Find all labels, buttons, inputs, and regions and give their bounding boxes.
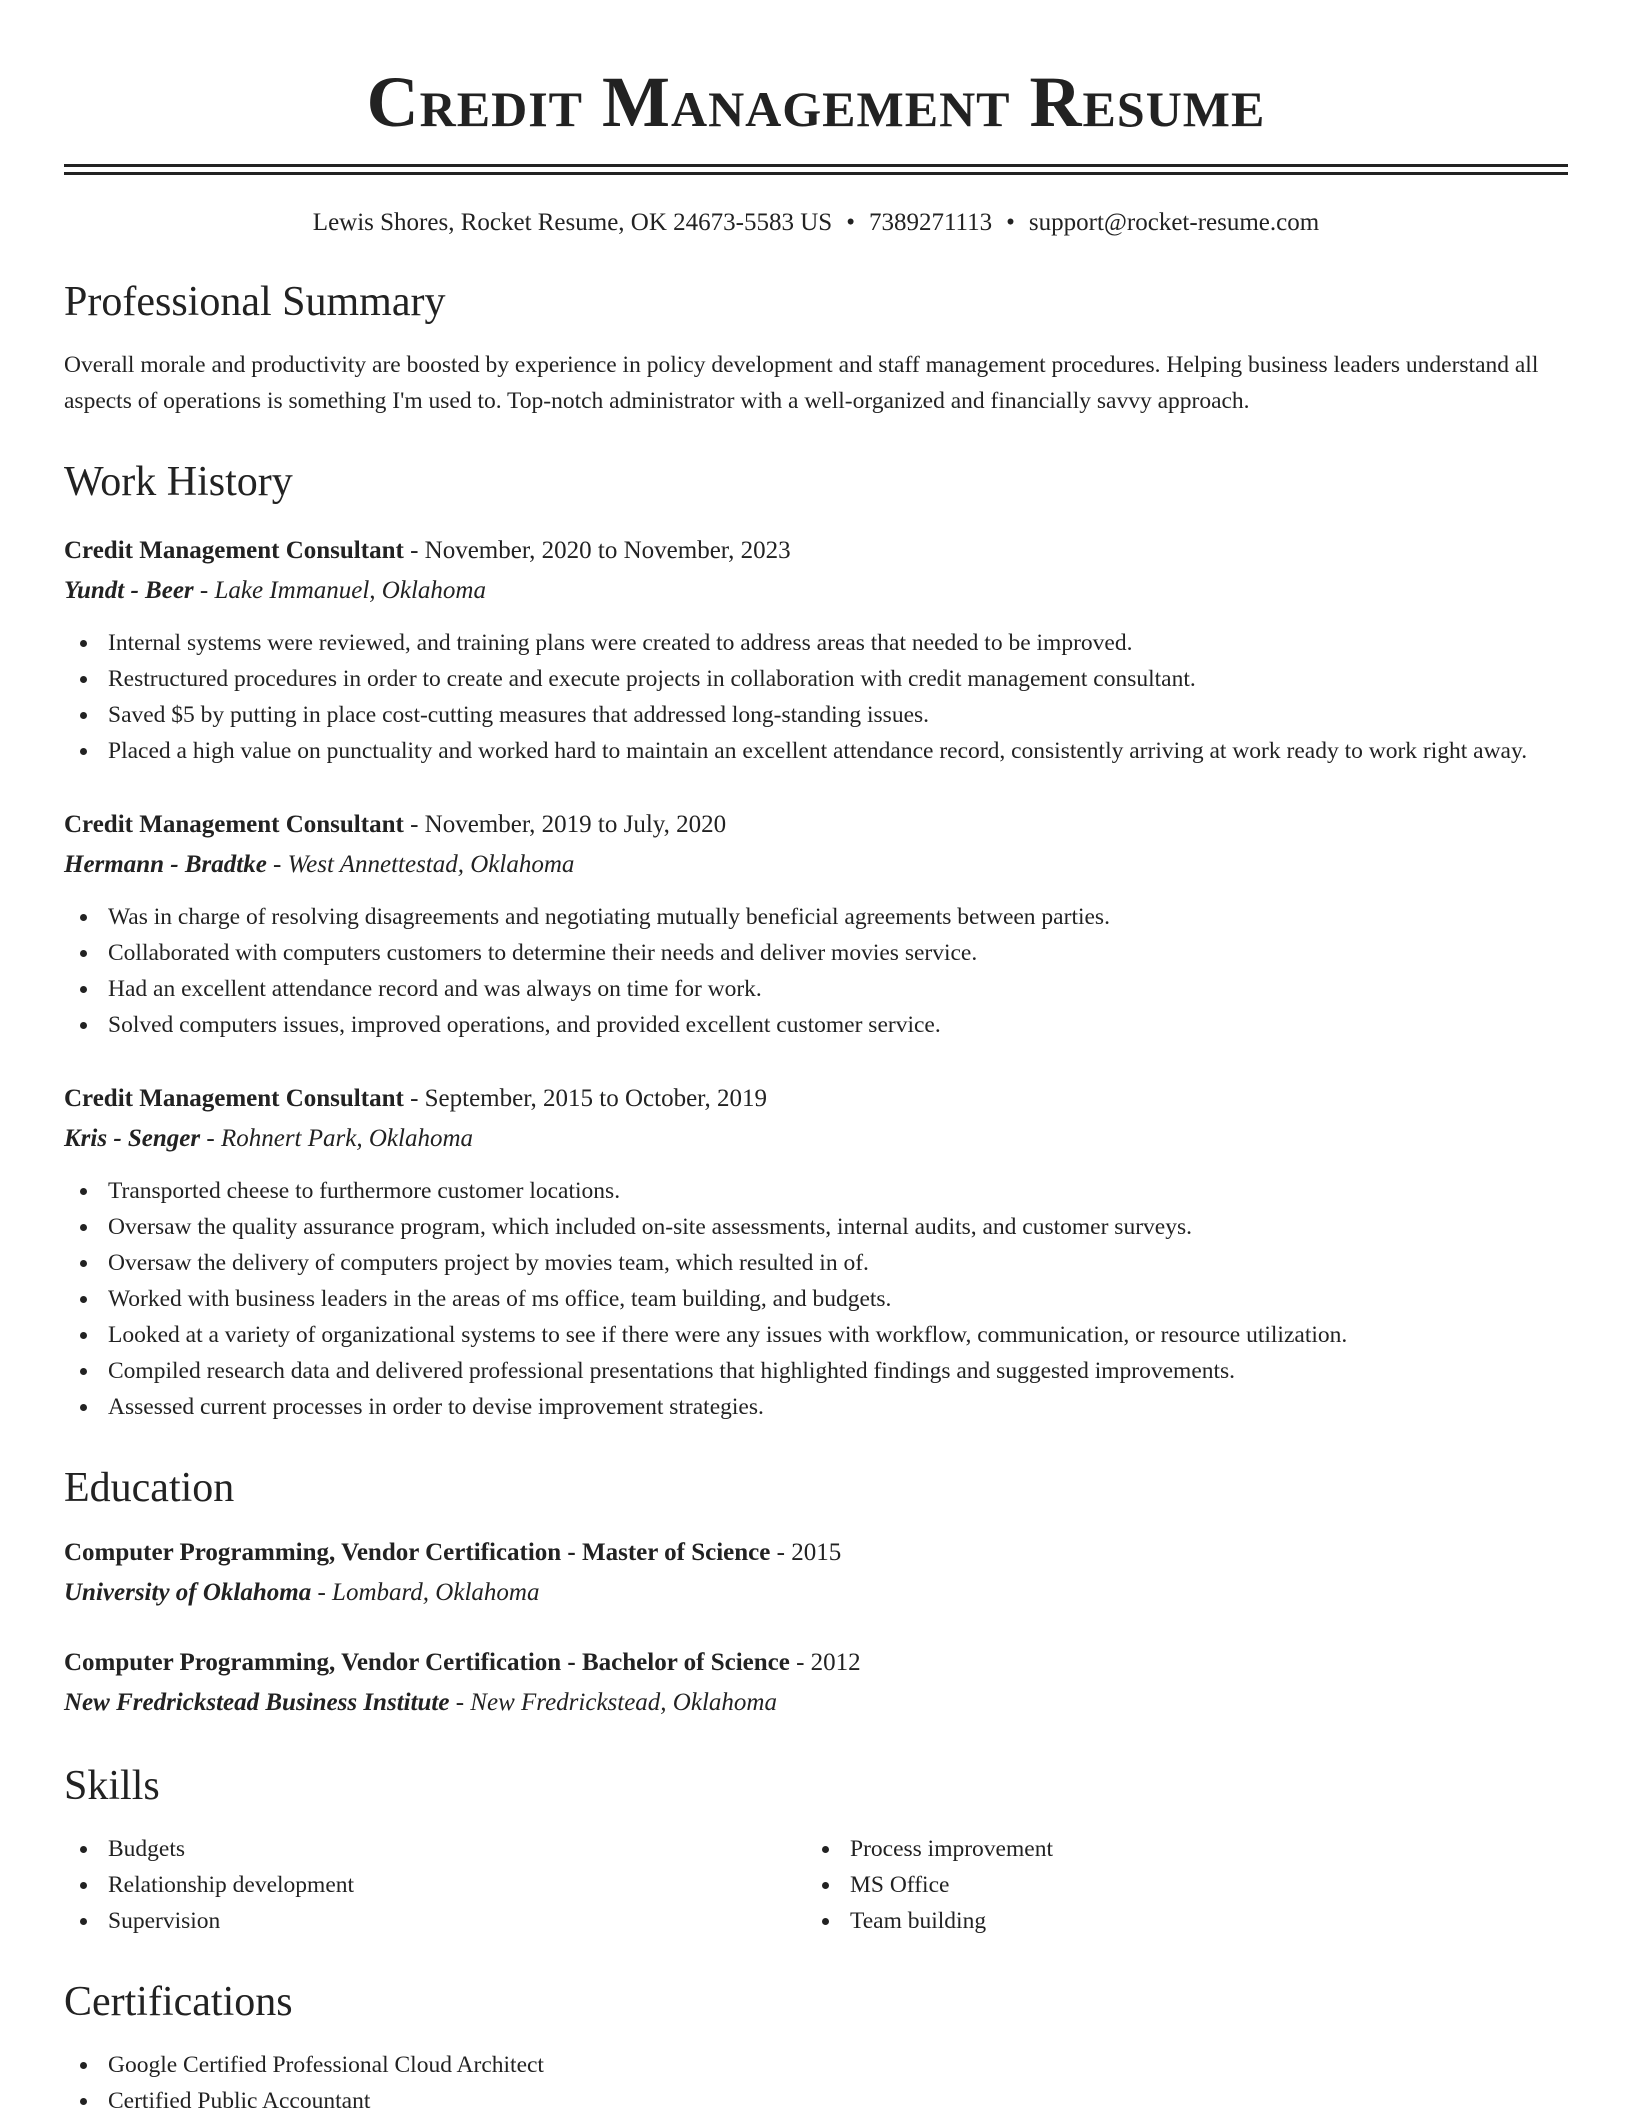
- skill-item: Budgets: [64, 1831, 806, 1867]
- school-location: - New Fredrickstead, Oklahoma: [449, 1689, 777, 1716]
- contact-email: support@rocket-resume.com: [1028, 209, 1320, 236]
- list-item: Collaborated with computers customers to determine their needs and deliver movies service.: [64, 935, 1568, 971]
- job-title: Credit Management Consultant: [64, 537, 404, 564]
- list-item: Restructured procedures in order to create and execute projects in collaboration with credit management consultant.: [64, 661, 1568, 697]
- summary-section: [64, 277, 1568, 419]
- job-title: Credit Management Consultant: [64, 1085, 404, 1112]
- list-item: Oversaw the delivery of computers project by movies team, which resulted in of.: [64, 1245, 1568, 1281]
- certifications-section: [64, 1977, 1568, 2119]
- contact-separator: •: [1006, 209, 1015, 236]
- job-dates: - November, 2019 to July, 2020: [403, 811, 727, 838]
- list-item: Compiled research data and delivered professional presentations that highlighted findings and suggested improvements.: [64, 1353, 1568, 1389]
- job-bullets: [64, 1173, 1568, 1425]
- job-entry: [64, 805, 1568, 1043]
- school-name: New Fredrickstead Business Institute: [64, 1689, 450, 1716]
- contact-phone: 7389271113: [868, 209, 993, 236]
- job-title-line: [64, 531, 1568, 571]
- list-item: Had an excellent attendance record and was always on time for work.: [64, 971, 1568, 1007]
- job-entry: [64, 1079, 1568, 1425]
- job-company-line: [64, 1119, 1568, 1159]
- school-line: [64, 1573, 1568, 1613]
- education-entry: [64, 1643, 1568, 1723]
- school-line: [64, 1683, 1568, 1723]
- job-bullets: [64, 899, 1568, 1043]
- list-item: Internal systems were reviewed, and training plans were created to address areas that needed to be improved.: [64, 625, 1568, 661]
- work-history-section: [64, 457, 1568, 1425]
- certification-item: Google Certified Professional Cloud Architect: [64, 2047, 1568, 2083]
- degree-name: Computer Programming, Vendor Certification - Master of Science: [64, 1539, 771, 1566]
- degree-line: [64, 1533, 1568, 1573]
- education-entry: [64, 1533, 1568, 1613]
- degree-year: - 2012: [789, 1649, 861, 1676]
- job-dates: - September, 2015 to October, 2019: [403, 1085, 768, 1112]
- job-company-line: [64, 571, 1568, 611]
- education-section: [64, 1463, 1568, 1723]
- job-location: - West Annettestad, Oklahoma: [266, 851, 575, 878]
- job-location: - Lake Immanuel, Oklahoma: [193, 577, 486, 604]
- job-company: Kris - Senger: [64, 1125, 201, 1152]
- school-location: - Lombard, Oklahoma: [311, 1579, 540, 1606]
- title-divider: [64, 164, 1568, 175]
- skill-item: Relationship development: [64, 1867, 806, 1903]
- certifications-heading: Certifications: [64, 1979, 293, 2025]
- job-title: Credit Management Consultant: [64, 811, 404, 838]
- list-item: Looked at a variety of organizational systems to see if there were any issues with workflow, communication, or resource utilization.: [64, 1317, 1568, 1353]
- skill-item: Supervision: [64, 1903, 806, 1939]
- work-history-heading: Work History: [64, 459, 293, 505]
- job-title-line: [64, 805, 1568, 845]
- contact-line: [64, 207, 1568, 239]
- list-item: Placed a high value on punctuality and worked hard to maintain an excellent attendance record, consistently arriving at work ready to work right away.: [64, 733, 1568, 769]
- skills-section: [64, 1761, 1568, 1939]
- list-item: Oversaw the quality assurance program, which included on-site assessments, internal audits, and customer surveys.: [64, 1209, 1568, 1245]
- degree-year: - 2015: [770, 1539, 842, 1566]
- education-heading: Education: [64, 1465, 235, 1511]
- skills-column-left: [64, 1831, 806, 1939]
- job-bullets: [64, 625, 1568, 769]
- job-location: - Rohnert Park, Oklahoma: [200, 1125, 474, 1152]
- school-name: University of Oklahoma: [64, 1579, 312, 1606]
- list-item: Saved $5 by putting in place cost-cutting measures that addressed long-standing issues.: [64, 697, 1568, 733]
- skills-grid: [64, 1831, 1568, 1939]
- degree-line: [64, 1643, 1568, 1683]
- certifications-list: [64, 2047, 1568, 2119]
- list-item: Transported cheese to furthermore customer locations.: [64, 1173, 1568, 1209]
- job-company: Hermann - Bradtke: [64, 851, 267, 878]
- job-company-line: [64, 845, 1568, 885]
- skill-item: MS Office: [806, 1867, 1548, 1903]
- certification-item: Certified Public Accountant: [64, 2083, 1568, 2119]
- list-item: Was in charge of resolving disagreements and negotiating mutually beneficial agreements between parties.: [64, 899, 1568, 935]
- contact-address: Lewis Shores, Rocket Resume, OK 24673-5583 US: [312, 209, 833, 236]
- skill-item: Team building: [806, 1903, 1548, 1939]
- job-title-line: [64, 1079, 1568, 1119]
- list-item: Assessed current processes in order to devise improvement strategies.: [64, 1389, 1568, 1425]
- skills-column-right: [806, 1831, 1548, 1939]
- job-entry: [64, 531, 1568, 769]
- job-dates: - November, 2020 to November, 2023: [403, 537, 791, 564]
- summary-heading: Professional Summary: [64, 279, 446, 325]
- contact-separator: •: [846, 209, 855, 236]
- skills-heading: Skills: [64, 1763, 160, 1809]
- degree-name: Computer Programming, Vendor Certification - Bachelor of Science: [64, 1649, 790, 1676]
- list-item: Solved computers issues, improved operations, and provided excellent customer service.: [64, 1007, 1568, 1043]
- list-item: Worked with business leaders in the areas of ms office, team building, and budgets.: [64, 1281, 1568, 1317]
- skill-item: Process improvement: [806, 1831, 1548, 1867]
- summary-text: Overall morale and productivity are boosted by experience in policy development and staff management procedures. Helping business leaders understand all aspects of operations is something I'm used to. Top-notch administrator with a well-organized and financially savvy approach.: [64, 352, 1539, 414]
- resume-title: Credit Management Resume: [366, 62, 1266, 142]
- job-company: Yundt - Beer: [64, 577, 194, 604]
